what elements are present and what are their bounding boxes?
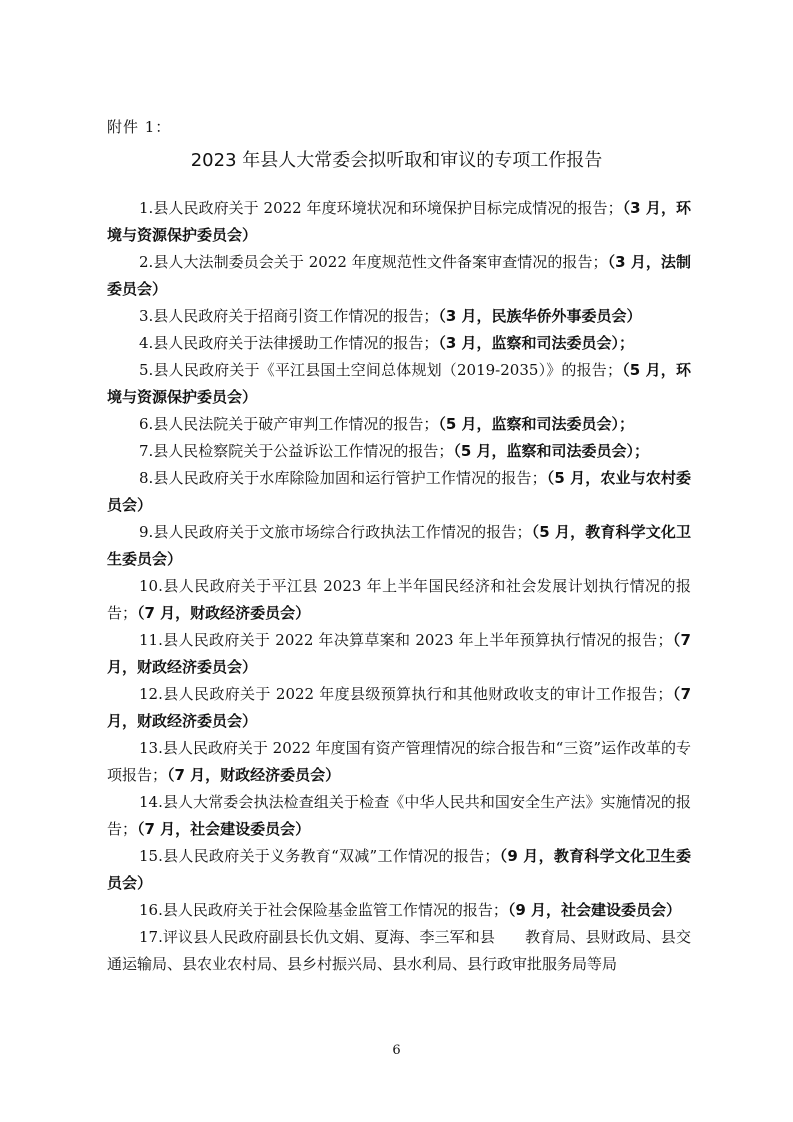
list-item: 10.县人民政府关于平江县 2023 年上半年国民经济和社会发展计划执行情况的报告；（7 月，财政经济委员会）: [107, 577, 691, 622]
committee-tag: （5 月，监察和司法委员会）；: [438, 415, 634, 433]
committee-tag: （5 月，环境与资源保护委员会）: [107, 361, 691, 406]
committee-tag: （3 月，民族华侨外事委员会）: [438, 307, 642, 325]
list-item: 4.县人民政府关于法律援助工作情况的报告；（3 月，监察和司法委员会）；: [139, 334, 634, 352]
annex-label: 附件 1：: [107, 118, 172, 136]
committee-tag: （3 月，监察和司法委员会）；: [438, 334, 634, 352]
list-item: 8.县人民政府关于水库除险加固和运行管护工作情况的报告；（5 月，农业与农村委员会）: [107, 469, 691, 514]
committee-tag: （9 月，社会建设委员会）: [507, 901, 682, 919]
list-item: 11.县人民政府关于 2022 年决算草案和 2023 年上半年预算执行情况的报告；（7 月，财政经济委员会）: [107, 631, 691, 676]
list-item: 9.县人民政府关于文旅市场综合行政执法工作情况的报告；（5 月，教育科学文化卫生委员会）: [107, 523, 691, 568]
document-title: 2023 年县人大常委会拟听取和审议的专项工作报告: [190, 150, 603, 171]
list-item: 2.县人大法制委员会关于 2022 年度规范性文件备案审查情况的报告；（3 月，法制委员会）: [107, 253, 691, 298]
committee-tag: （9 月，教育科学文化卫生委员会）: [107, 847, 691, 892]
list-item: 12.县人民政府关于 2022 年度县级预算执行和其他财政收支的审计工作报告；（7 月，财政经济委员会）: [107, 685, 691, 730]
list-item: 6.县人民法院关于破产审判工作情况的报告；（5 月，监察和司法委员会）；: [139, 415, 634, 433]
committee-tag: （5 月，农业与农村委员会）: [107, 469, 691, 514]
committee-tag: （7 月，财政经济委员会）: [107, 631, 691, 676]
committee-tag: （7 月，财政经济委员会）: [107, 685, 691, 730]
list-item: 7.县人民检察院关于公益诉讼工作情况的报告；（5 月，监察和司法委员会）；: [139, 442, 649, 460]
committee-tag: （3 月，环境与资源保护委员会）: [107, 199, 691, 244]
list-item: 14.县人大常委会执法检查组关于检查《中华人民共和国安全生产法》实施情况的报告；（7 月，社会建设委员会）: [107, 793, 691, 838]
committee-tag: （7 月，社会建设委员会）: [137, 820, 311, 838]
committee-tag: （7 月，财政经济委员会）: [137, 604, 311, 622]
list-item: 5.县人民政府关于《平江县国土空间总体规划（2019-2035）》的报告；（5 月，环境与资源保护委员会）: [107, 361, 691, 406]
list-item: 16.县人民政府关于社会保险基金监管工作情况的报告；（9 月，社会建设委员会）: [139, 901, 682, 919]
committee-tag: （5 月，监察和司法委员会）；: [453, 442, 649, 460]
list-item: 1.县人民政府关于 2022 年度环境状况和环境保护目标完成情况的报告；（3 月，环境与资源保护委员会）: [107, 199, 691, 244]
list-item: 15.县人民政府关于义务教育“双减”工作情况的报告；（9 月，教育科学文化卫生委员会）: [107, 847, 691, 892]
committee-tag: （5 月，教育科学文化卫生委员会）: [107, 523, 691, 568]
list-item: 17.评议县人民政府副县长仇文娟、夏海、李三军和县 教育局、县财政局、县交通运输局、县农业农村局、县乡村振兴局、县水利局、县行政审批服务局等局: [107, 928, 691, 973]
page-number: 6: [392, 1043, 401, 1058]
list-item: 3.县人民政府关于招商引资工作情况的报告；（3 月，民族华侨外事委员会）: [139, 307, 642, 325]
committee-tag: （7 月，财政经济委员会）: [167, 766, 341, 784]
list-item: 13.县人民政府关于 2022 年度国有资产管理情况的综合报告和“三资”运作改革的专项报告；（7 月，财政经济委员会）: [107, 739, 691, 784]
committee-tag: （3 月，法制委员会）: [107, 253, 691, 298]
report-list: [107, 195, 691, 978]
